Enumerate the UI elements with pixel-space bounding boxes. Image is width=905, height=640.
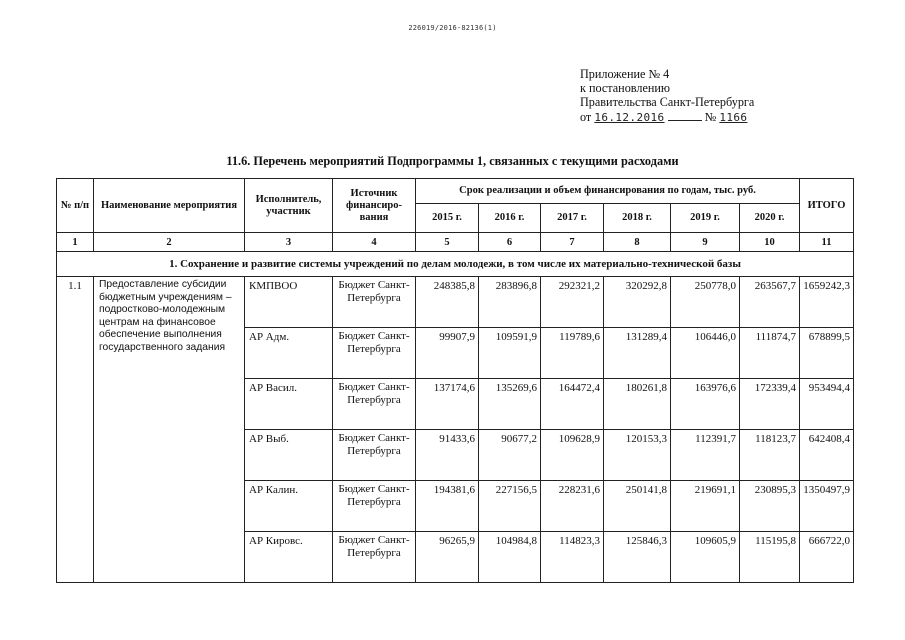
source-cell: Бюджет Санкт-Петербурга (333, 379, 416, 430)
executor-cell: АР Васил. (245, 379, 333, 430)
document-id: 226019/2016-82136(1) (408, 24, 497, 32)
value-cell: 96265,9 (416, 532, 479, 583)
appendix-block (580, 67, 754, 125)
header-num: № п/п (57, 179, 94, 233)
executor-cell: КМПВОО (245, 277, 333, 328)
executor-cell: АР Выб. (245, 430, 333, 481)
value-cell: 283896,8 (479, 277, 541, 328)
header-year: 2019 г. (671, 204, 740, 233)
appendix-line: Приложение № 4 (580, 67, 670, 81)
source-cell: Бюджет Санкт-Петербурга (333, 277, 416, 328)
total-cell: 953494,4 (800, 379, 854, 430)
appendix-line: к постановлению (580, 81, 671, 96)
total-cell: 1350497,9 (800, 481, 854, 532)
source-cell: Бюджет Санкт-Петербурга (333, 328, 416, 379)
value-cell: 135269,6 (479, 379, 541, 430)
value-cell: 180261,8 (604, 379, 671, 430)
column-number: 7 (541, 233, 604, 252)
appendix-line: Правительства Санкт-Петербурга (580, 95, 755, 110)
value-cell: 115195,8 (740, 532, 800, 583)
value-cell: 263567,7 (740, 277, 800, 328)
value-cell: 109591,9 (479, 328, 541, 379)
value-cell: 248385,8 (416, 277, 479, 328)
number-prefix: № (704, 109, 717, 124)
total-cell: 678899,5 (800, 328, 854, 379)
value-cell: 114823,3 (541, 532, 604, 583)
value-cell: 219691,1 (671, 481, 740, 532)
header-year: 2018 г. (604, 204, 671, 233)
executor-cell: АР Адм. (245, 328, 333, 379)
value-cell: 111874,7 (740, 328, 800, 379)
value-cell: 106446,0 (671, 328, 740, 379)
column-number: 5 (416, 233, 479, 252)
value-cell: 91433,6 (416, 430, 479, 481)
value-cell: 125846,3 (604, 532, 671, 583)
value-cell: 99907,9 (416, 328, 479, 379)
value-cell: 118123,7 (740, 430, 800, 481)
item-name: Предоставление субсидии бюджетным учреждениям – подростково-молодежным центрам на финансовое обеспечение выполнения государственного задания (94, 277, 245, 583)
value-cell: 172339,4 (740, 379, 800, 430)
source-cell: Бюджет Санкт-Петербурга (333, 532, 416, 583)
column-number: 6 (479, 233, 541, 252)
value-cell: 250778,0 (671, 277, 740, 328)
date-underline (668, 110, 702, 121)
column-number-row (57, 233, 854, 252)
value-cell: 194381,6 (416, 481, 479, 532)
value-cell: 228231,6 (541, 481, 604, 532)
page-title: 11.6. Перечень мероприятий Подпрограммы 1, связанных с текущими расходами (226, 154, 679, 168)
appendix-date-line (580, 110, 754, 125)
value-cell: 292321,2 (541, 277, 604, 328)
value-cell: 163976,6 (671, 379, 740, 430)
measures-table (56, 178, 854, 583)
resolution-date: 16.12.2016 (594, 110, 665, 124)
source-cell: Бюджет Санкт-Петербурга (333, 430, 416, 481)
column-number: 11 (800, 233, 854, 252)
column-number: 4 (333, 233, 416, 252)
total-cell: 666722,0 (800, 532, 854, 583)
source-cell: Бюджет Санкт-Петербурга (333, 481, 416, 532)
column-number: 9 (671, 233, 740, 252)
header-source: Источник финансиро-вания (333, 179, 416, 233)
resolution-number: 1166 (719, 110, 748, 124)
header-executor: Исполнитель, участник (245, 179, 333, 233)
header-period: Срок реализации и объем финансирования по годам, тыс. руб. (416, 179, 800, 204)
value-cell: 104984,8 (479, 532, 541, 583)
header-year: 2016 г. (479, 204, 541, 233)
value-cell: 112391,7 (671, 430, 740, 481)
value-cell: 230895,3 (740, 481, 800, 532)
date-prefix: от (580, 109, 592, 124)
executor-cell: АР Калин. (245, 481, 333, 532)
column-number: 3 (245, 233, 333, 252)
value-cell: 164472,4 (541, 379, 604, 430)
header-total: ИТОГО (800, 179, 854, 233)
section-row (57, 252, 854, 277)
total-cell: 642408,4 (800, 430, 854, 481)
header-year: 2020 г. (740, 204, 800, 233)
executor-cell: АР Кировс. (245, 532, 333, 583)
column-number: 8 (604, 233, 671, 252)
value-cell: 131289,4 (604, 328, 671, 379)
column-number: 1 (57, 233, 94, 252)
value-cell: 109628,9 (541, 430, 604, 481)
section-title: 1. Сохранение и развитие системы учреждений по делам молодежи, в том числе их материально-технической базы (57, 252, 854, 277)
value-cell: 119789,6 (541, 328, 604, 379)
header-year: 2017 г. (541, 204, 604, 233)
header-name: Наименование мероприятия (94, 179, 245, 233)
header-year: 2015 г. (416, 204, 479, 233)
value-cell: 250141,8 (604, 481, 671, 532)
value-cell: 320292,8 (604, 277, 671, 328)
table-row (57, 277, 854, 328)
column-number: 2 (94, 233, 245, 252)
total-cell: 1659242,3 (800, 277, 854, 328)
value-cell: 137174,6 (416, 379, 479, 430)
column-number: 10 (740, 233, 800, 252)
value-cell: 109605,9 (671, 532, 740, 583)
item-number: 1.1 (57, 277, 94, 583)
value-cell: 90677,2 (479, 430, 541, 481)
value-cell: 227156,5 (479, 481, 541, 532)
value-cell: 120153,3 (604, 430, 671, 481)
